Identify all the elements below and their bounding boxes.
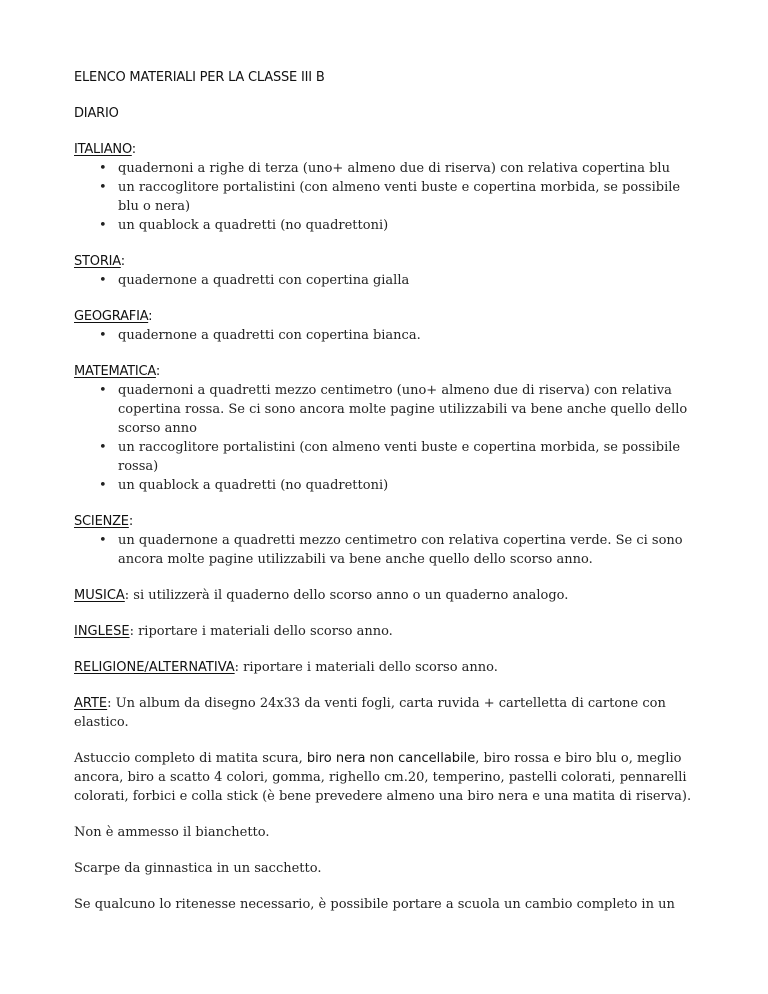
list-item: • un quablock a quadretti (no quadrettoni) xyxy=(99,478,389,493)
document-title: ELENCO MATERIALI PER LA CLASSE III B xyxy=(74,70,325,85)
bullet-list xyxy=(74,326,694,345)
section-geografia xyxy=(74,307,694,345)
bullet-list xyxy=(74,531,694,569)
inglese-label: INGLESE xyxy=(74,624,130,639)
arte-label: ARTE xyxy=(74,696,108,711)
list-item: • un raccoglitore portalistini (con almeno venti buste e copertina morbida, se possibile rossa) xyxy=(99,440,681,474)
highlighted-text: biro nera non cancellabile xyxy=(306,751,476,766)
section-heading-label: ITALIANO xyxy=(74,142,132,157)
bullet-icon: • xyxy=(99,273,107,288)
bullet-icon: • xyxy=(99,440,107,455)
paragraph-cambio: Se qualcuno lo ritenesse necessario, è possibile portare a scuola un cambio completo in un xyxy=(74,897,675,912)
section-heading: GEOGRAFIA: xyxy=(74,309,153,324)
paragraph-astuccio: Astuccio completo di matita scura, biro nera non cancellabile, biro rossa e biro blu o, meglio ancora, biro a scatto 4 colori, gomma, righello cm.20, temperino, pastelli colorati, pennarelli colorati, forbici e colla stick (è bene prevedere almeno una biro nera e una matita di riserva). xyxy=(74,751,692,804)
bullet-list xyxy=(74,271,694,290)
paragraph-musica: MUSICA: si utilizzerà il quaderno dello scorso anno o un quaderno analogo. xyxy=(74,588,569,603)
section-storia xyxy=(74,252,694,290)
bullet-icon: • xyxy=(99,328,107,343)
bullet-icon: • xyxy=(99,180,107,195)
list-item: • un quablock a quadretti (no quadrettoni) xyxy=(99,218,389,233)
list-item: • quadernoni a righe di terza (uno+ almeno due di riserva) con relativa copertina blu xyxy=(99,161,670,176)
section-heading-label: MATEMATICA xyxy=(74,364,156,379)
section-heading-label: SCIENZE xyxy=(74,514,129,529)
list-item: • quadernone a quadretti con copertina bianca. xyxy=(99,328,421,343)
section-heading: SCIENZE: xyxy=(74,514,134,529)
bullet-icon: • xyxy=(99,161,107,176)
paragraph-religione: RELIGIONE/ALTERNATIVA: riportare i materiali dello scorso anno. xyxy=(74,660,498,675)
bullet-list xyxy=(74,381,694,495)
musica-label: MUSICA xyxy=(74,588,125,603)
section-heading-label: GEOGRAFIA xyxy=(74,309,149,324)
list-item: • quadernone a quadretti con copertina gialla xyxy=(99,273,410,288)
bullet-icon: • xyxy=(99,383,107,398)
religione-label: RELIGIONE/ALTERNATIVA xyxy=(74,660,235,675)
diario-heading: DIARIO xyxy=(74,106,119,121)
section-heading: STORIA: xyxy=(74,254,125,269)
paragraph-bianchetto: Non è ammesso il bianchetto. xyxy=(74,825,270,840)
bullet-icon: • xyxy=(99,218,107,233)
list-item: • quadernoni a quadretti mezzo centimetro (uno+ almeno due di riserva) con relativa copertina rossa. Se ci sono ancora molte pagine utilizzabili va bene anche quello dello scorso anno xyxy=(99,383,688,436)
section-scienze xyxy=(74,512,694,569)
paragraph-arte: ARTE: Un album da disegno 24x33 da venti fogli, carta ruvida + cartelletta di cartone con elastico. xyxy=(74,696,666,730)
list-item: • un quadernone a quadretti mezzo centimetro con relativa copertina verde. Se ci sono ancora molte pagine utilizzabili va bene anche quello dello scorso anno. xyxy=(99,533,683,567)
paragraph-inglese: INGLESE: riportare i materiali dello scorso anno. xyxy=(74,624,393,639)
paragraph-scarpe: Scarpe da ginnastica in un sacchetto. xyxy=(74,861,322,876)
section-heading-label: STORIA xyxy=(74,254,121,269)
bullet-icon: • xyxy=(99,478,107,493)
bullet-list xyxy=(74,159,694,235)
document-page xyxy=(74,68,694,931)
section-heading: MATEMATICA: xyxy=(74,364,161,379)
section-matematica xyxy=(74,362,694,495)
list-item: • un raccoglitore portalistini (con almeno venti buste e copertina morbida, se possibile blu o nera) xyxy=(99,180,681,214)
section-heading: ITALIANO: xyxy=(74,142,136,157)
section-italiano xyxy=(74,140,694,235)
bullet-icon: • xyxy=(99,533,107,548)
